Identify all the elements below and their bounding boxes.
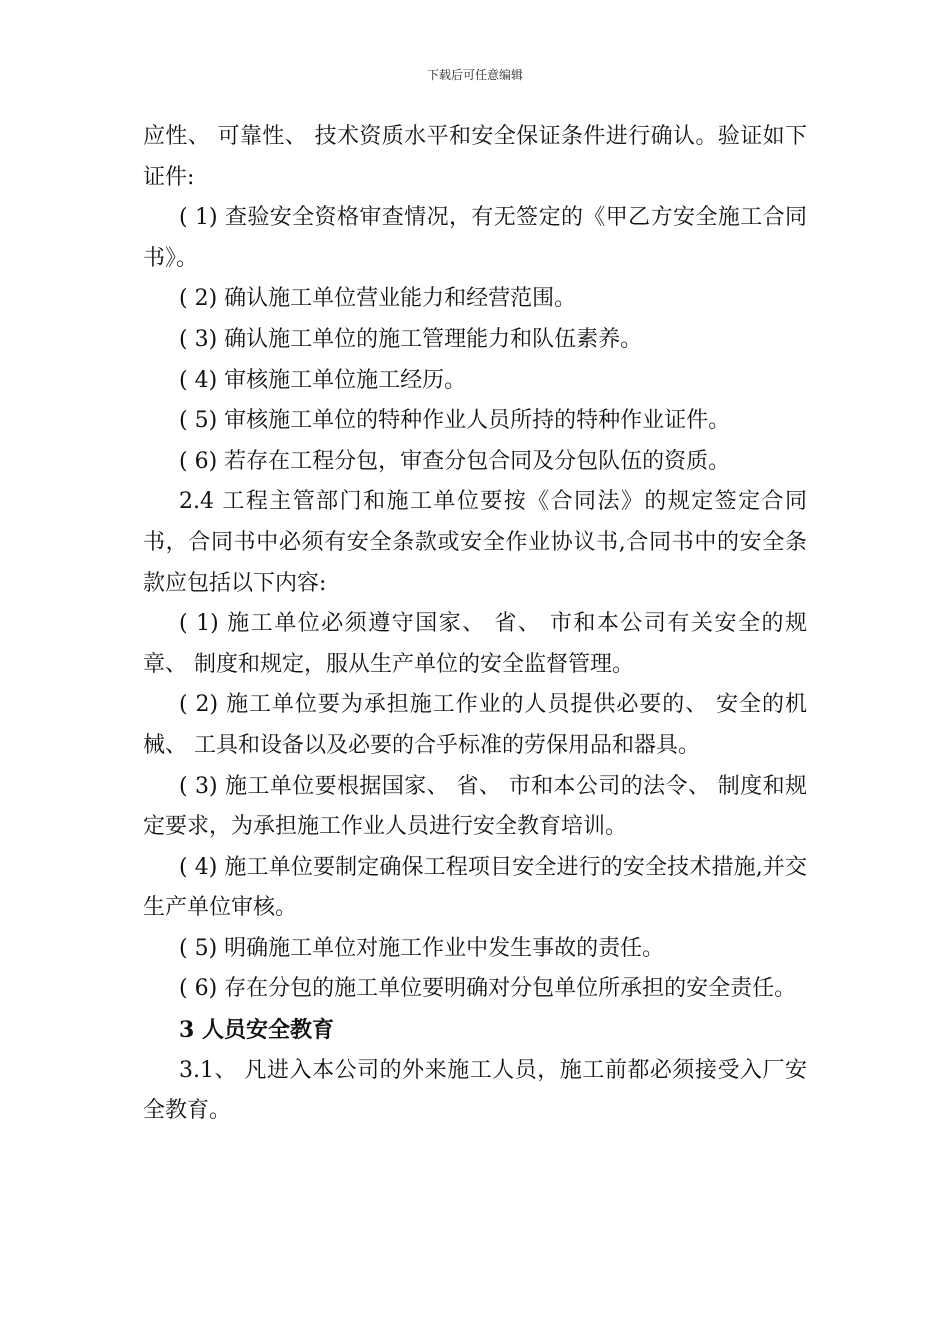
paragraph-check-6: ( 6) 若存在工程分包，审查分包合同及分包队伍的资质。 [179, 448, 731, 474]
paragraph-clause-3: ( 3) 施工单位要根据国家、 省、 市和本公司的法令、 制度和规定要求，为承担施工作业人员进行安全教育培训。 [143, 773, 807, 840]
paragraph-section-2-4: 2.4 工程主管部门和施工单位要按《合同法》的规定签定合同书，合同书中必须有安全条款或安全作业协议书,合同书中的安全条款应包括以下内容: [143, 489, 807, 596]
paragraph-check-1: ( 1) 查验安全资格审查情况，有无签定的《甲乙方安全施工合同书》。 [143, 205, 807, 271]
paragraph-clause-1: ( 1) 施工单位必须遵守国家、 省、 市和本公司有关安全的规章、 制度和规定，服从生产单位的安全监督管理。 [143, 611, 807, 677]
page-header: 下载后可任意编辑 [426, 68, 523, 82]
section-heading-3: 3 人员安全教育 [179, 1017, 334, 1044]
paragraph-check-5: ( 5) 审核施工单位的特种作业人员所持的特种作业证件。 [179, 408, 731, 434]
paragraph-check-2: ( 2) 确认施工单位营业能力和经营范围。 [179, 286, 577, 312]
document-body [143, 117, 807, 1132]
paragraph-check-4: ( 4) 审核施工单位施工经历。 [179, 367, 467, 393]
paragraph-clause-6: ( 6) 存在分包的施工单位要明确对分包单位所承担的安全责任。 [179, 976, 797, 1002]
paragraph-clause-5: ( 5) 明确施工单位对施工作业中发生事故的责任。 [179, 935, 665, 961]
paragraph-check-3: ( 3) 确认施工单位的施工管理能力和队伍素养。 [179, 326, 643, 352]
paragraph-clause-4: ( 4) 施工单位要制定确保工程项目安全进行的安全技术措施,并交生产单位审核。 [143, 854, 807, 921]
paragraph-verification-intro: 应性、 可靠性、 技术资质水平和安全保证条件进行确认。验证如下证件: [143, 124, 807, 190]
paragraph-clause-2: ( 2) 施工单位要为承担施工作业的人员提供必要的、 安全的机械、 工具和设备以及必要的合乎标准的劳保用品和器具。 [143, 692, 807, 758]
paragraph-section-3-1: 3.1、 凡进入本公司的外来施工人员，施工前都必须接受入厂安全教育。 [143, 1057, 807, 1124]
